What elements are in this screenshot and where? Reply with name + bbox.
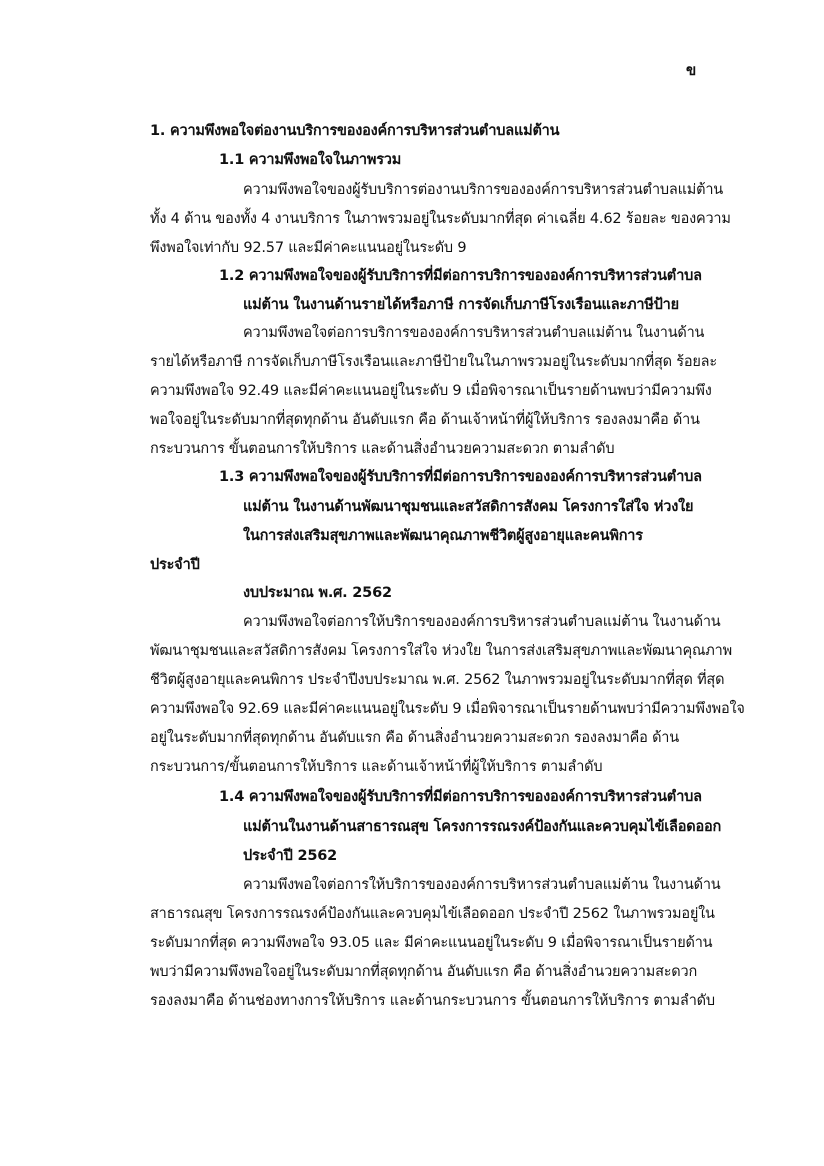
paragraph-line: อยู่ในระดับมากที่สุดทุกด้าน อันดับแรก คือ ด้านสิ่งอำนวยความสะดวก รองลงมาคือ ด้าน: [150, 730, 679, 746]
section-1-2-heading: 1.2 ความพึงพอใจของผู้รับบริการที่มีต่อการบริการขององค์การบริหารส่วนตำบล: [219, 268, 702, 284]
paragraph-line: รองลงมาคือ ด้านช่องทางการให้บริการ และด้านกระบวนการ ขั้นตอนการให้บริการ ตามลำดับ: [150, 993, 715, 1009]
section-1-4-heading-cont: แม่ต้านในงานด้านสาธารณสุข โครงการรณรงค์ป้องกันและควบคุมไข้เลือดออก: [243, 819, 722, 835]
paragraph-line: สาธารณสุข โครงการรณรงค์ป้องกันและควบคุมไข้เลือดออก ประจำปี 2562 ในภาพรวมอยู่ใน: [150, 906, 715, 922]
section-1-2-heading-cont: แม่ต้าน ในงานด้านรายได้หรือภาษี การจัดเก็บภาษีโรงเรือนและภาษีป้าย: [243, 297, 679, 313]
section-1-heading: 1. ความพึงพอใจต่องานบริการขององค์การบริหารส่วนตำบลแม่ต้าน: [150, 123, 560, 139]
paragraph-line: พอใจอยู่ในระดับมากที่สุดทุกด้าน อันดับแรก คือ ด้านเจ้าหน้าที่ผู้ให้บริการ รองลงมาคือ ด้าน: [150, 412, 700, 428]
paragraph-line: รายได้หรือภาษี การจัดเก็บภาษีโรงเรือนและภาษีป้ายในในภาพรวมอยู่ในระดับมากที่สุด ร้อยละ: [150, 354, 717, 370]
paragraph-line: ความพึงพอใจของผู้รับบริการต่องานบริการขององค์การบริหารส่วนตำบลแม่ต้าน: [243, 182, 723, 198]
section-1-1-heading: 1.1 ความพึงพอใจในภาพรวม: [219, 152, 402, 168]
section-1-3-heading-cont: งบประมาณ พ.ศ. 2562: [243, 585, 392, 601]
paragraph-line: ความพึงพอใจต่อการให้บริการขององค์การบริหารส่วนตำบลแม่ต้าน ในงานด้าน: [243, 614, 721, 630]
paragraph-line: ความพึงพอใจต่อการบริการขององค์การบริหารส่วนตำบลแม่ต้าน ในงานด้าน: [243, 325, 705, 341]
section-1-3-heading-cont: แม่ต้าน ในงานด้านพัฒนาชุมชนและสวัสดิการสังคม โครงการใส่ใจ ห่วงใย: [243, 499, 694, 515]
paragraph-line: พบว่ามีความพึงพอใจอยู่ในระดับมากที่สุดทุกด้าน อันดับแรก คือ ด้านสิ่งอำนวยความสะดวก: [150, 964, 698, 980]
section-1-3-heading-cont: ในการส่งเสริมสุขภาพและพัฒนาคุณภาพชีวิตผู้สูงอายุและคนพิการ: [243, 528, 643, 544]
paragraph-line: กระบวนการ ขั้นตอนการให้บริการ และด้านสิ่งอำนวยความสะดวก ตามลำดับ: [150, 441, 615, 457]
paragraph-line: พึงพอใจเท่ากับ 92.57 และมีค่าคะแนนอยู่ในระดับ 9: [150, 240, 467, 256]
section-1-3-heading: 1.3 ความพึงพอใจของผู้รับบริการที่มีต่อการบริการขององค์การบริหารส่วนตำบล: [219, 469, 702, 485]
paragraph-line: ระดับมากที่สุด ความพึงพอใจ 93.05 และ มีค่าคะแนนอยู่ในระดับ 9 เมื่อพิจารณาเป็นรายด้าน: [150, 935, 713, 951]
paragraph-line: ความพึงพอใจต่อการให้บริการขององค์การบริหารส่วนตำบลแม่ต้าน ในงานด้าน: [243, 877, 721, 893]
paragraph-line: กระบวนการ/ขั้นตอนการให้บริการ และด้านเจ้าหน้าที่ผู้ให้บริการ ตามลำดับ: [150, 759, 603, 775]
page-number: ข: [686, 61, 697, 79]
section-1-4-heading: 1.4 ความพึงพอใจของผู้รับบริการที่มีต่อการบริการขององค์การบริหารส่วนตำบล: [219, 789, 702, 805]
paragraph-line: ทั้ง 4 ด้าน ของทั้ง 4 งานบริการ ในภาพรวมอยู่ในระดับมากที่สุด ค่าเฉลี่ย 4.62 ร้อยละ ของความ: [150, 211, 731, 227]
paragraph-line: ความพึงพอใจ 92.69 และมีค่าคะแนนอยู่ในระดับ 9 เมื่อพิจารณาเป็นรายด้านพบว่ามีความพึงพอใจ: [150, 701, 745, 717]
section-1-3-heading-cont: ประจำปี: [150, 557, 200, 573]
section-1-4-heading-cont: ประจำปี 2562: [243, 848, 338, 864]
paragraph-line: ความพึงพอใจ 92.49 และมีค่าคะแนนอยู่ในระดับ 9 เมื่อพิจารณาเป็นรายด้านพบว่ามีความพึง: [150, 383, 712, 399]
paragraph-line: พัฒนาชุมชนและสวัสดิการสังคม โครงการใส่ใจ ห่วงใย ในการส่งเสริมสุขภาพและพัฒนาคุณภาพ: [150, 643, 732, 659]
paragraph-line: ชีวิตผู้สูงอายุและคนพิการ ประจำปีงบประมาณ พ.ศ. 2562 ในภาพรวมอยู่ในระดับมากที่สุด ที่สุด: [150, 672, 725, 688]
